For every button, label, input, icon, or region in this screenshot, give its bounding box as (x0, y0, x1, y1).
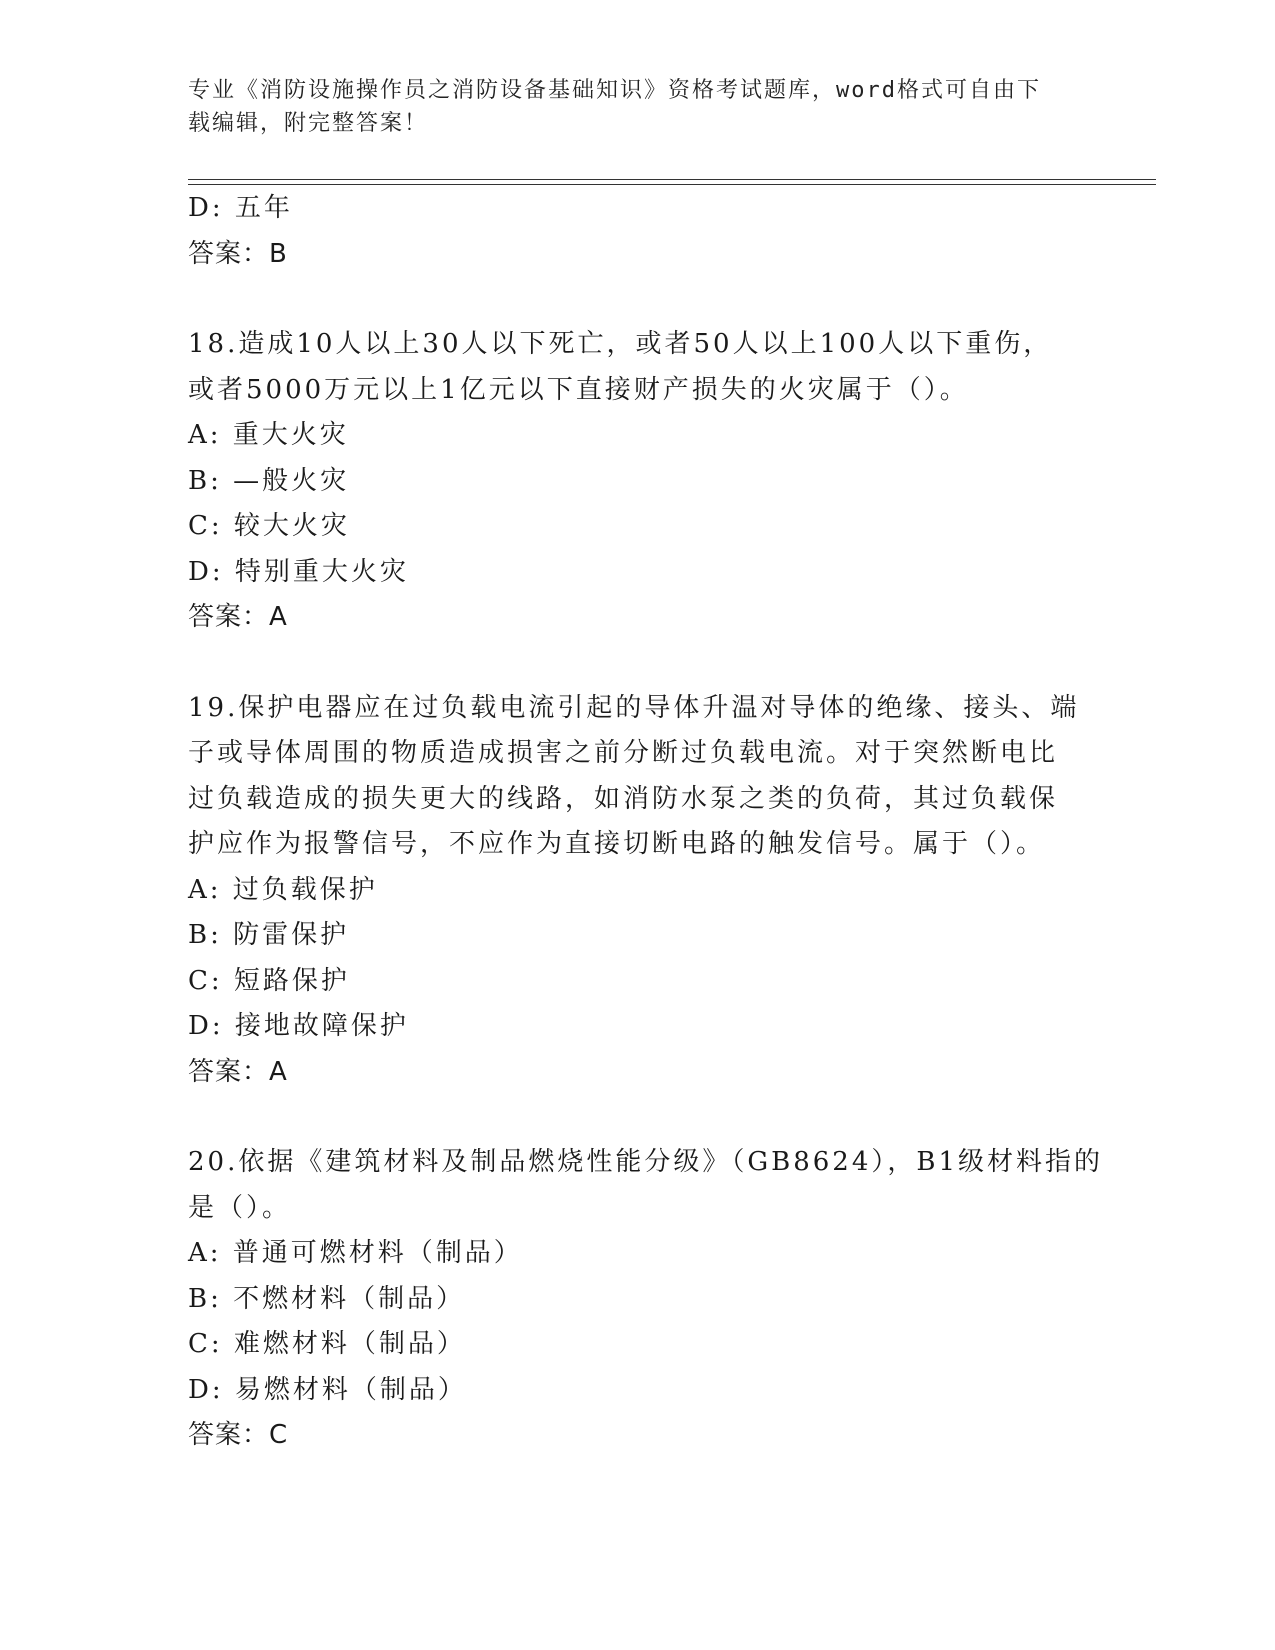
question-stem-line: 护应作为报警信号，不应作为直接切断电路的触发信号。属于（）。 (188, 829, 1046, 859)
question-list (188, 186, 1104, 1459)
option-b: B: 不燃材料（制品） (188, 1283, 466, 1314)
option-c: C: 难燃材料（制品） (188, 1329, 466, 1359)
question-stem-line: 子或导体周围的物质造成损害之前分断过负载电流。对于突然断电比 (188, 738, 1059, 768)
option-d: D: 五年 (188, 193, 293, 223)
question-stem-line: 20.依据《建筑材料及制品燃烧性能分级》（GB8624），B1级材料指的 (188, 1147, 1104, 1177)
option-b: B: 防雷保护 (188, 920, 350, 950)
header-divider-bottom (188, 184, 1156, 185)
question-20 (188, 1140, 1104, 1459)
option-c: C: 较大火灾 (188, 511, 350, 541)
question-stem (188, 322, 1088, 413)
option-a: A: 过负载保护 (188, 874, 378, 905)
answer-line: 答案：A (188, 1056, 288, 1087)
carryover-block (188, 186, 1088, 277)
option-a: A: 普通可燃材料（制品） (188, 1238, 523, 1268)
question-stem-line: 19.保护电器应在过负载电流引起的导体升温对导体的绝缘、接头、端 (188, 692, 1080, 723)
option-d: D: 接地故障保护 (188, 1011, 409, 1041)
header-title-line-2: 载编辑，附完整答案！ (188, 111, 429, 136)
answer-line: 答案：A (188, 602, 288, 632)
option-d: D: 特别重大火灾 (188, 556, 409, 587)
question-stem (188, 1140, 1104, 1231)
option-c: C: 短路保护 (188, 965, 350, 996)
document-header (188, 74, 1068, 140)
header-divider-top (188, 179, 1156, 180)
question-stem-line: 18.造成10人以上30人以下死亡，或者50人以上100人以下重伤， (188, 329, 1053, 359)
question-18 (188, 322, 1088, 641)
header-title-line-1: 专业《消防设施操作员之消防设备基础知识》资格考试题库，word格式可自由下 (188, 78, 1041, 103)
question-stem-line: 过负载造成的损失更大的线路，如消防水泵之类的负荷，其过负载保 (188, 783, 1059, 814)
answer-line: 答案：B (188, 238, 288, 269)
question-stem (188, 686, 1088, 868)
option-b: B: —般火灾 (188, 465, 350, 496)
answer-line: 答案：C (188, 1420, 289, 1450)
question-stem-line: 是（）。 (188, 1192, 292, 1223)
option-a: A: 重大火灾 (188, 420, 349, 450)
option-d: D: 易燃材料（制品） (188, 1374, 467, 1405)
question-stem-line: 或者5000万元以上1亿元以下直接财产损失的火灾属于（）。 (188, 374, 969, 405)
question-19 (188, 686, 1088, 1096)
